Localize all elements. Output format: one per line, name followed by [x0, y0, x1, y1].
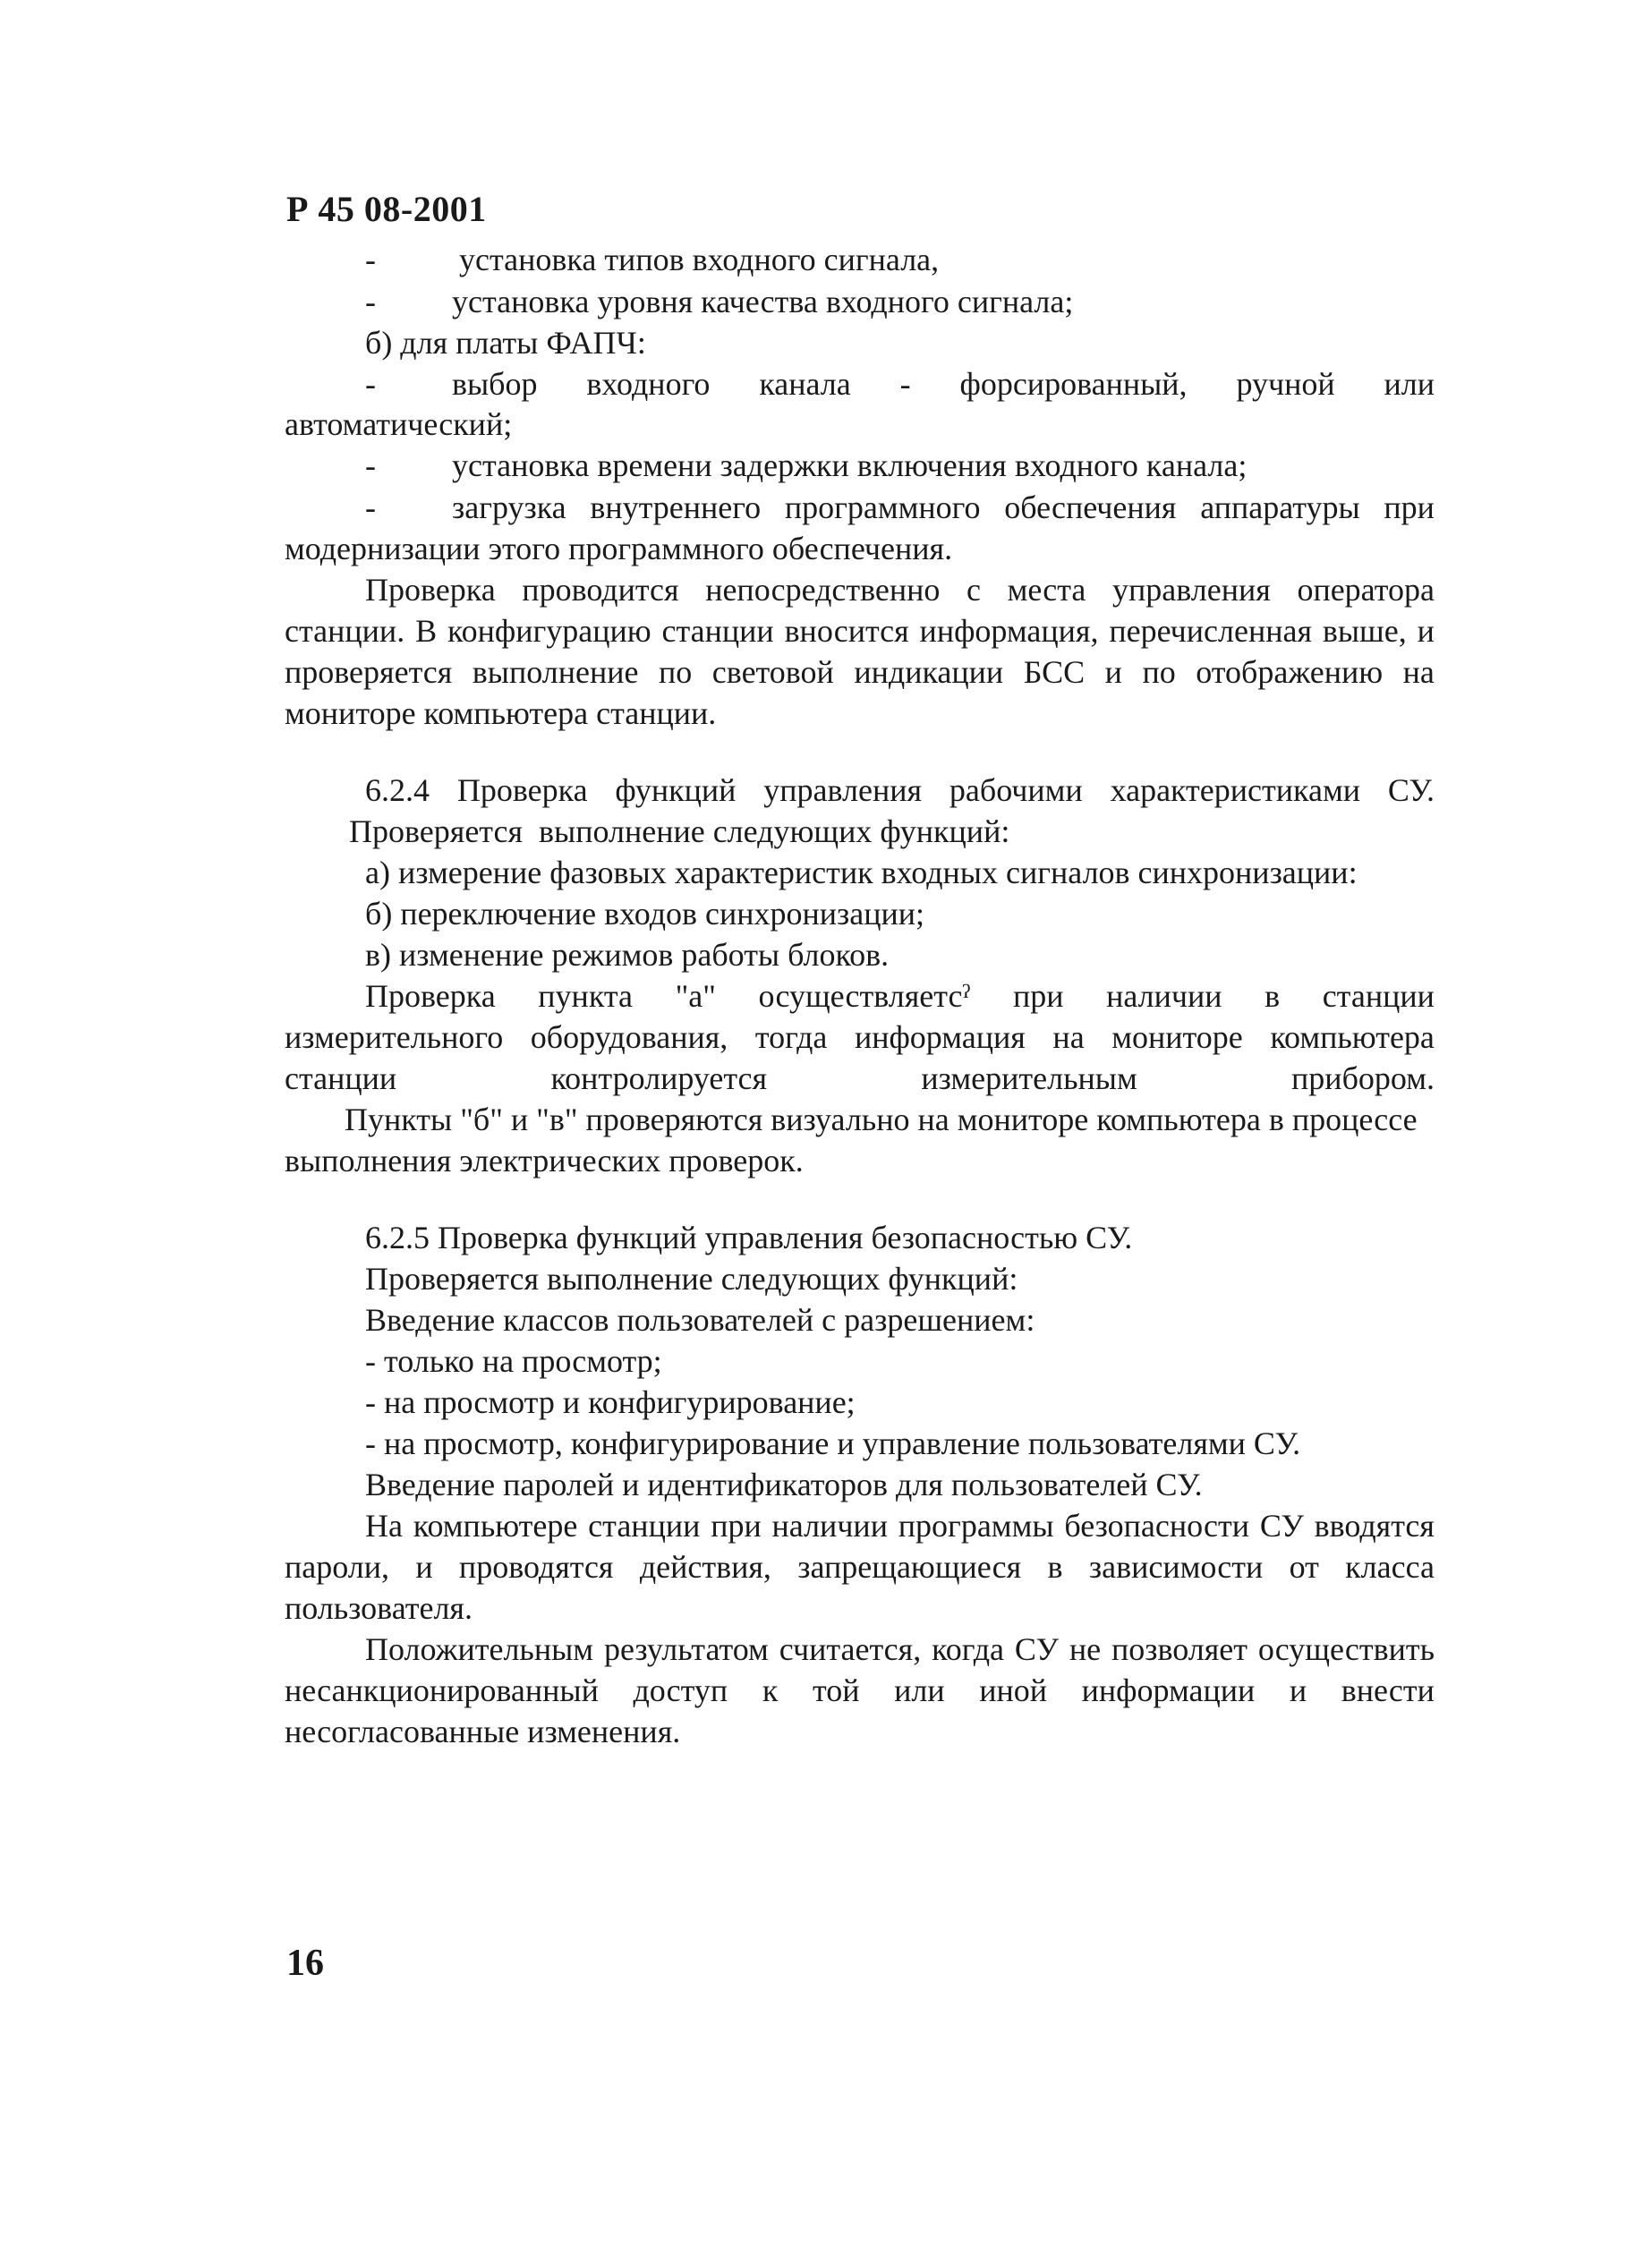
word: обеспечения: [1004, 489, 1177, 525]
paragraph-line: выполнения электрических проверок.: [285, 1143, 804, 1179]
word: -: [899, 366, 911, 402]
list-item: установка типов входного сигнала,: [459, 242, 940, 277]
word: БСС: [1023, 654, 1086, 690]
word: контролируется: [550, 1060, 768, 1096]
word: зависимости: [1088, 1549, 1264, 1585]
word: при: [711, 1508, 762, 1544]
list-item: установка времени задержки включения входного канала;: [452, 447, 1248, 483]
word: компьютера: [1270, 1019, 1435, 1055]
list-item-continuation: автоматический;: [285, 406, 513, 442]
word: несанкционированный: [285, 1672, 599, 1708]
word: измерительным: [921, 1060, 1137, 1096]
word: перечисленная: [1109, 613, 1313, 649]
word: СУ.: [1387, 772, 1435, 808]
word: выбор: [452, 366, 538, 402]
word: проверяется: [285, 654, 453, 690]
paragraph-line: Проверяется выполнение следующих функций:: [365, 1261, 1018, 1297]
word: проводится: [522, 572, 679, 608]
word: аппаратуры: [1200, 489, 1360, 525]
list-item: в) изменение режимов работы блоков.: [365, 937, 890, 973]
word: наличии: [771, 1508, 888, 1544]
word: считается,: [779, 1631, 922, 1667]
word: в: [1047, 1549, 1063, 1585]
word: информация,: [919, 613, 1099, 649]
word: в: [1265, 978, 1281, 1014]
list-dash: -: [365, 447, 376, 483]
word: входного: [586, 366, 711, 402]
paragraph-line: [285, 1017, 1435, 1057]
word: той: [812, 1672, 860, 1708]
word: Проверка: [456, 772, 588, 808]
paragraph-line: [285, 1059, 1435, 1098]
word: прибором.: [1291, 1060, 1435, 1096]
word: пункта: [538, 978, 633, 1014]
word: внутреннего: [590, 489, 762, 525]
word: 6.2.4: [365, 772, 430, 808]
word: станции: [661, 613, 774, 649]
word: функций: [615, 772, 737, 808]
list-item: [452, 364, 1435, 404]
word: с: [967, 572, 981, 608]
word: конфигурацию: [447, 613, 651, 649]
word: на: [1052, 1019, 1085, 1055]
word: отображению: [1196, 654, 1384, 690]
list-dash: -: [365, 242, 376, 277]
word: осуществляетсˀ: [758, 978, 971, 1014]
word: станции: [1322, 978, 1435, 1014]
word: На: [365, 1508, 403, 1544]
paragraph-line: [285, 611, 1435, 651]
word: характеристиками: [1110, 772, 1360, 808]
word: места: [1007, 572, 1086, 608]
word: при: [1012, 978, 1064, 1014]
word: световой: [711, 654, 834, 690]
word: проводятся: [458, 1549, 614, 1585]
word: не: [1069, 1631, 1102, 1667]
word: вводятся: [1314, 1508, 1435, 1544]
word: "а": [675, 978, 716, 1014]
paragraph-line: Пункты "б" и "в" проверяются визуально на мониторе компьютера в процессе: [345, 1102, 1418, 1137]
word: В: [415, 613, 438, 649]
paragraph-line: [365, 976, 1435, 1016]
word: безопасности: [1064, 1508, 1249, 1544]
word: канала: [759, 366, 851, 402]
document-code: Р 45 08-2001: [286, 189, 487, 229]
list-item: [452, 488, 1435, 527]
section-heading: 6.2.5 Проверка функций управления безопасностью СУ.: [365, 1220, 1133, 1255]
word: и: [1104, 654, 1122, 690]
paragraph-line: несогласованные изменения.: [285, 1714, 681, 1749]
word: позволяет: [1111, 1631, 1248, 1667]
word: индикации: [854, 654, 1004, 690]
word: тогда: [754, 1019, 828, 1055]
word: загрузка: [452, 489, 566, 525]
word: станции: [588, 1508, 701, 1544]
word: по: [1142, 654, 1176, 690]
word: управления: [1112, 572, 1271, 608]
list-item: - на просмотр и конфигурирование;: [365, 1384, 856, 1420]
word: форсированный,: [959, 366, 1188, 402]
word: информация: [854, 1019, 1026, 1055]
word: станции.: [285, 613, 405, 649]
word: СУ: [1014, 1631, 1059, 1667]
list-item: - только на просмотр;: [365, 1343, 662, 1379]
word: когда: [932, 1631, 1005, 1667]
list-item: установка уровня качества входного сигнала;: [452, 284, 1074, 319]
word: непосредственно: [705, 572, 941, 608]
word: и: [1417, 613, 1435, 649]
list-item: - на просмотр, конфигурирование и управление пользователями СУ.: [365, 1425, 1301, 1461]
word: к: [762, 1672, 779, 1708]
paragraph-line: [365, 1506, 1435, 1545]
list-dash: -: [365, 366, 376, 402]
word: управления: [763, 772, 923, 808]
word: информации: [1081, 1672, 1256, 1708]
word: мониторе: [1111, 1019, 1243, 1055]
paragraph-line: Введение паролей и идентификаторов для пользователей СУ.: [365, 1467, 1203, 1502]
word: рабочими: [949, 772, 1083, 808]
word: при: [1384, 489, 1435, 525]
word: на: [1402, 654, 1435, 690]
word: класса: [1345, 1549, 1435, 1585]
word: запрещающиеся: [797, 1549, 1022, 1585]
word: осуществить: [1257, 1631, 1435, 1667]
word: по: [659, 654, 693, 690]
word: пароли,: [285, 1549, 389, 1585]
word: и: [1289, 1672, 1307, 1708]
word: оператора: [1297, 572, 1435, 608]
word: результатом: [603, 1631, 769, 1667]
word: и: [415, 1549, 433, 1585]
word: ручной: [1236, 366, 1335, 402]
paragraph-line: [365, 570, 1435, 609]
list-item: а) измерение фазовых характеристик входных сигналов синхронизации:: [365, 855, 1358, 890]
list-item: б) переключение входов синхронизации;: [365, 896, 925, 932]
word: выше,: [1322, 613, 1407, 649]
word: Проверка: [365, 572, 496, 608]
word: вносится: [784, 613, 909, 649]
word: выполнение: [472, 654, 639, 690]
word: внести: [1341, 1672, 1435, 1708]
word: иной: [979, 1672, 1048, 1708]
word: или: [1384, 366, 1435, 402]
word: действия,: [639, 1549, 771, 1585]
paragraph-line: [285, 1547, 1435, 1587]
word: станции: [285, 1060, 397, 1096]
word: Положительным: [365, 1631, 594, 1667]
paragraph-line: [365, 1630, 1435, 1669]
subheading: б) для платы ФАПЧ:: [365, 325, 646, 361]
paragraph-line: мониторе компьютера станции.: [285, 695, 717, 731]
paragraph-line: пользователя.: [285, 1590, 473, 1626]
paragraph-line: [285, 652, 1435, 692]
list-item-continuation: модернизации этого программного обеспечения.: [285, 531, 953, 566]
paragraph-line: [285, 1671, 1435, 1710]
word: компьютере: [413, 1508, 578, 1544]
paragraph-line: Введение классов пользователей с разрешением:: [365, 1302, 1035, 1338]
page-number: 16: [286, 1943, 324, 1984]
word: программы: [898, 1508, 1054, 1544]
section-heading: [365, 770, 1435, 810]
word: Проверка: [365, 978, 496, 1014]
list-dash: -: [365, 489, 376, 525]
word: СУ: [1259, 1508, 1304, 1544]
word: или: [894, 1672, 945, 1708]
word: программного: [784, 489, 981, 525]
paragraph-line: Проверяется выполнение следующих функций:: [349, 813, 1010, 849]
list-dash: -: [365, 284, 376, 319]
word: наличии: [1106, 978, 1222, 1014]
word: от: [1289, 1549, 1319, 1585]
word: измерительного: [285, 1019, 504, 1055]
word: доступ: [633, 1672, 728, 1708]
word: оборудования,: [530, 1019, 728, 1055]
